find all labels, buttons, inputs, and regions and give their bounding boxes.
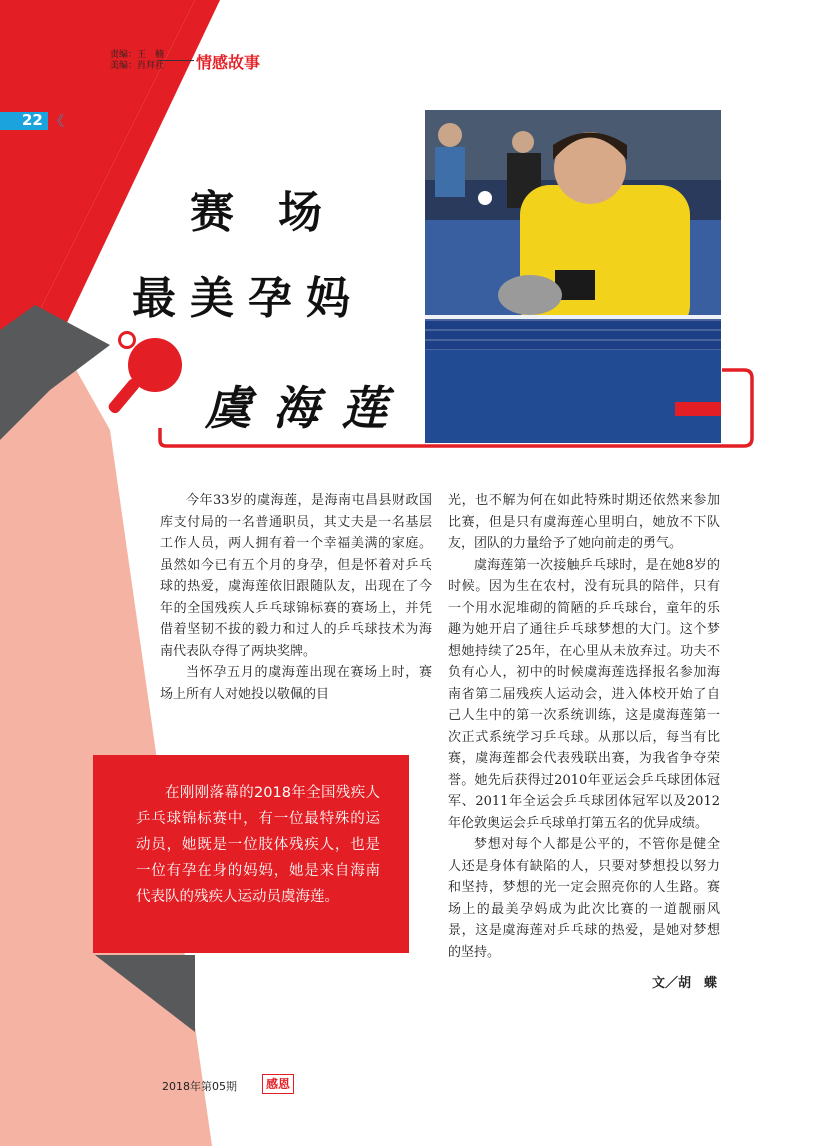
callout-text: 在刚刚落幕的2018年全国残疾人乒乓球锦标赛中，有一位最特殊的运动员，她既是一位肢体残疾人，也是一位有孕在身的妈妈，她是来自海南代表队的残疾人运动员虞海莲。: [136, 785, 380, 905]
section-title: 情感故事: [196, 53, 261, 72]
footer-issue: 2018年第05期: [162, 1080, 237, 1093]
athlete-photo: [425, 110, 721, 443]
body-paragraph: 梦想对每个人都是公平的，不管你是健全人还是身体有缺陷的人，只要对梦想投以努力和坚持，梦想的光一定会照亮你的人生路。赛场上的最美孕妈成为此次比赛的一道靓丽风景，这是虞海莲对乒乓球的热爱，是她对梦想的坚持。: [448, 837, 720, 960]
art-editor: 美编：肖拜社: [110, 61, 165, 71]
title-line-1: 赛 场: [190, 187, 322, 238]
body-column-left: [160, 490, 432, 705]
body-column-right: [448, 490, 720, 963]
body-paragraph-continued: 光，也不解为何在如此特殊时期还依然来参加比赛，但是只有虞海莲心里明白，她放不下队友，团队的力量给予了她向前走的勇气。: [448, 493, 720, 551]
page-arrow-icon: 《: [50, 114, 64, 130]
header-rule: [158, 60, 194, 61]
athlete-name: 虞海莲: [205, 381, 409, 435]
body-paragraph: 当怀孕五月的虞海莲出现在赛场上时，赛场上所有人对她投以敬佩的目: [160, 665, 432, 702]
paddle-icon: [107, 331, 182, 415]
author-credit: 文／胡 蝶: [652, 976, 718, 991]
body-paragraph: 虞海莲第一次接触乒乓球时，是在她8岁的时候。因为生在农村，没有玩具的陪伴，只有一个用水泥堆砌的简陋的乒乓球台，童年的乐趣为她开启了通往乒乓球梦想的大门。这个梦想她持续了25年，在心里从未放弃过。功夫不负有心人，初中的时候虞海莲选择报名参加海南省第二届残疾人运动会，进入体校开始了自己人生中的第一次系统训练，这是虞海莲第一次正式系统学习乒乓球。从那以后，每当有比赛，虞海莲都会代表残联出赛，为我省争夺荣誉。她先后获得过2010年亚运会乒乓球团体冠军、2011年全运会乒乓球团体冠军以及2012年伦敦奥运会乒乓球单打第五名的优异成绩。: [448, 557, 720, 831]
title-line-2: 最美孕妈: [132, 273, 364, 324]
page-number: 22: [22, 111, 43, 129]
header-editors: [110, 50, 164, 72]
body-paragraph: 今年33岁的虞海莲，是海南屯昌县财政国库支付局的一名普通职员，其丈夫是一名基层工作人员，两人拥有着一个幸福美满的家庭。虽然如今已有五个月的身孕，但是怀着对乒乓球的热爱，虞海莲依旧跟随队友，出现在了今年的全国残疾人乒乓球锦标赛的赛场上，并凭借着坚韧不拔的毅力和过人的乒乓球技术为海南代表队夺得了两块奖牌。: [160, 493, 432, 659]
magazine-logo: 感恩: [262, 1074, 294, 1094]
chief-editor: 责编：王 楠: [110, 50, 165, 60]
